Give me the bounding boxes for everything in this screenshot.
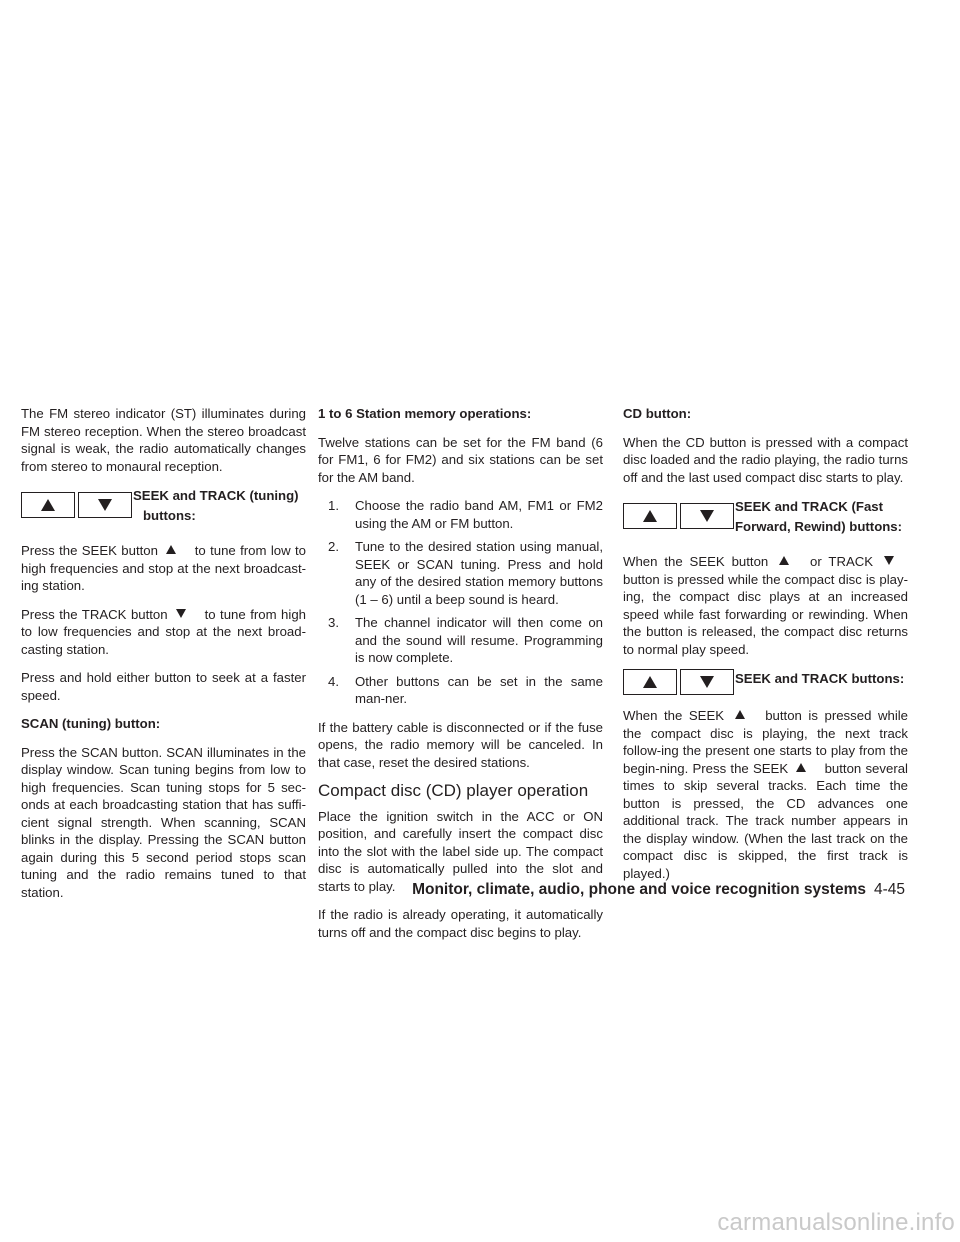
hold-paragraph: Press and hold either button to seek at a faster speed. [21,670,306,703]
fast-forward-paragraph: When the SEEK button or TRACK button is pressed while the compact disc is play-ing, the compact disc plays at an increased speed while fast forwarding or rewinding. When the button is released, the compact disc returns to normal play speed. [623,554,908,657]
page-footer [412,881,905,899]
triangle-down-icon [884,556,894,565]
cd-insert-paragraph: Place the ignition switch in the ACC or ON position, and carefully insert the compact disc into the slot with the label side up. The compact disc is automatically pulled into the slot and starts to play. [318,808,603,894]
station-memory-heading: 1 to 6 Station memory operations: [318,406,532,421]
triangle-up-icon [735,710,745,719]
track-button-paragraph: Press the TRACK button to tune from high to low frequencies and stop at the next broad-casting station. [21,606,306,657]
watermark: carmanualsonline.info [717,1209,955,1236]
triangle-up-icon [796,763,806,772]
triangle-up-icon [643,510,657,522]
triangle-up-icon [643,676,657,688]
footer-section-title: Monitor, climate, audio, phone and voice recognition systems [412,881,866,898]
fast-forward-rewind-label: SEEK and TRACK (Fast Forward, Rewind) buttons: [735,499,903,534]
seek-track-skip-heading [623,669,908,699]
station-memory-intro: Twelve stations can be set for the FM band (6 for FM1, 6 for FM2) and six stations can be set for the AM band. [318,434,603,485]
list-item: 3. The channel indicator will then come on and the sound will resume. Programming is now complete. [328,615,603,665]
track-button-icon-box [680,669,734,695]
cd-button-heading: CD button: [623,406,692,421]
cd-section-title: Compact disc (CD) player operation [318,781,589,800]
seek-track-tuning-label: SEEK and TRACK (tuning) buttons: [133,488,299,523]
column-left [21,405,306,912]
battery-paragraph: If the battery cable is disconnected or if the fuse opens, the radio memory will be canceled. In that case, reset the desired stations. [318,719,603,770]
seek-button-icon-box [21,492,75,518]
triangle-down-icon [176,609,186,618]
page-number: 4-45 [873,881,905,898]
seek-button-paragraph: Press the SEEK button to tune from low to high frequencies and stop at the next broadcast-ing station. [21,543,307,593]
list-item: 2. Tune to the desired station using manual, SEEK or SCAN tuning. Press and hold any of the desired station memory buttons (1 – 6) until a beep sound is heard. [328,539,603,607]
column-right [623,405,908,893]
triangle-down-icon [700,510,714,522]
track-button-icon-box [78,492,132,518]
seek-track-icons [21,492,132,518]
list-item: 4. Other buttons can be set in the same man-ner. [328,673,603,706]
list-item: 1. Choose the radio band AM, FM1 or FM2 using the AM or FM button. [328,498,603,531]
seek-track-icons [623,503,734,529]
scan-paragraph: Press the SCAN button. SCAN illuminates in the display window. Scan tuning begins from low to high frequencies. Scan tuning stops for 5 sec-onds at each broadcasting station that has suffi-cient signal strength. When scanning, SCAN blinks in the display. Pressing the SCAN button again during this 5 second period stops scan tuning and the radio remains tuned to that station. [21,744,306,900]
fm-stereo-paragraph: The FM stereo indicator (ST) illuminates during FM stereo reception. When the stereo broadcast signal is weak, the radio automatically changes from stereo to monaural reception. [21,406,306,474]
triangle-up-icon [166,545,176,554]
station-memory-steps [318,497,603,708]
track-button-icon-box [680,503,734,529]
triangle-down-icon [700,676,714,688]
seek-button-icon-box [623,669,677,695]
seek-button-icon-box [623,503,677,529]
column-middle [318,405,603,952]
triangle-down-icon [98,499,112,511]
triangle-up-icon [779,556,789,565]
seek-track-skip-label: SEEK and TRACK buttons: [735,671,905,686]
cd-radio-paragraph: If the radio is already operating, it automatically turns off and the compact disc begins to play. [318,907,603,940]
track-skip-paragraph: When the SEEK button is pressed while the compact disc is playing, the next track follow-ing the present one starts to play from the begin-ning. Press the SEEK button several times to skip several tracks. Each time the button is pressed, the CD advances one additional track. The track number appears in the display window. (When the last track on the compact disc is skipped, the first track is played.) [623,708,909,881]
seek-track-icons [623,669,734,695]
cd-button-paragraph: When the CD button is pressed with a compact disc loaded and the radio playing, the radio turns off and the last used compact disc starts to play. [623,434,908,485]
scan-heading: SCAN (tuning) button: [21,716,161,731]
triangle-up-icon [41,499,55,511]
fast-forward-rewind-heading [623,497,908,545]
seek-track-tuning-heading [21,486,306,534]
